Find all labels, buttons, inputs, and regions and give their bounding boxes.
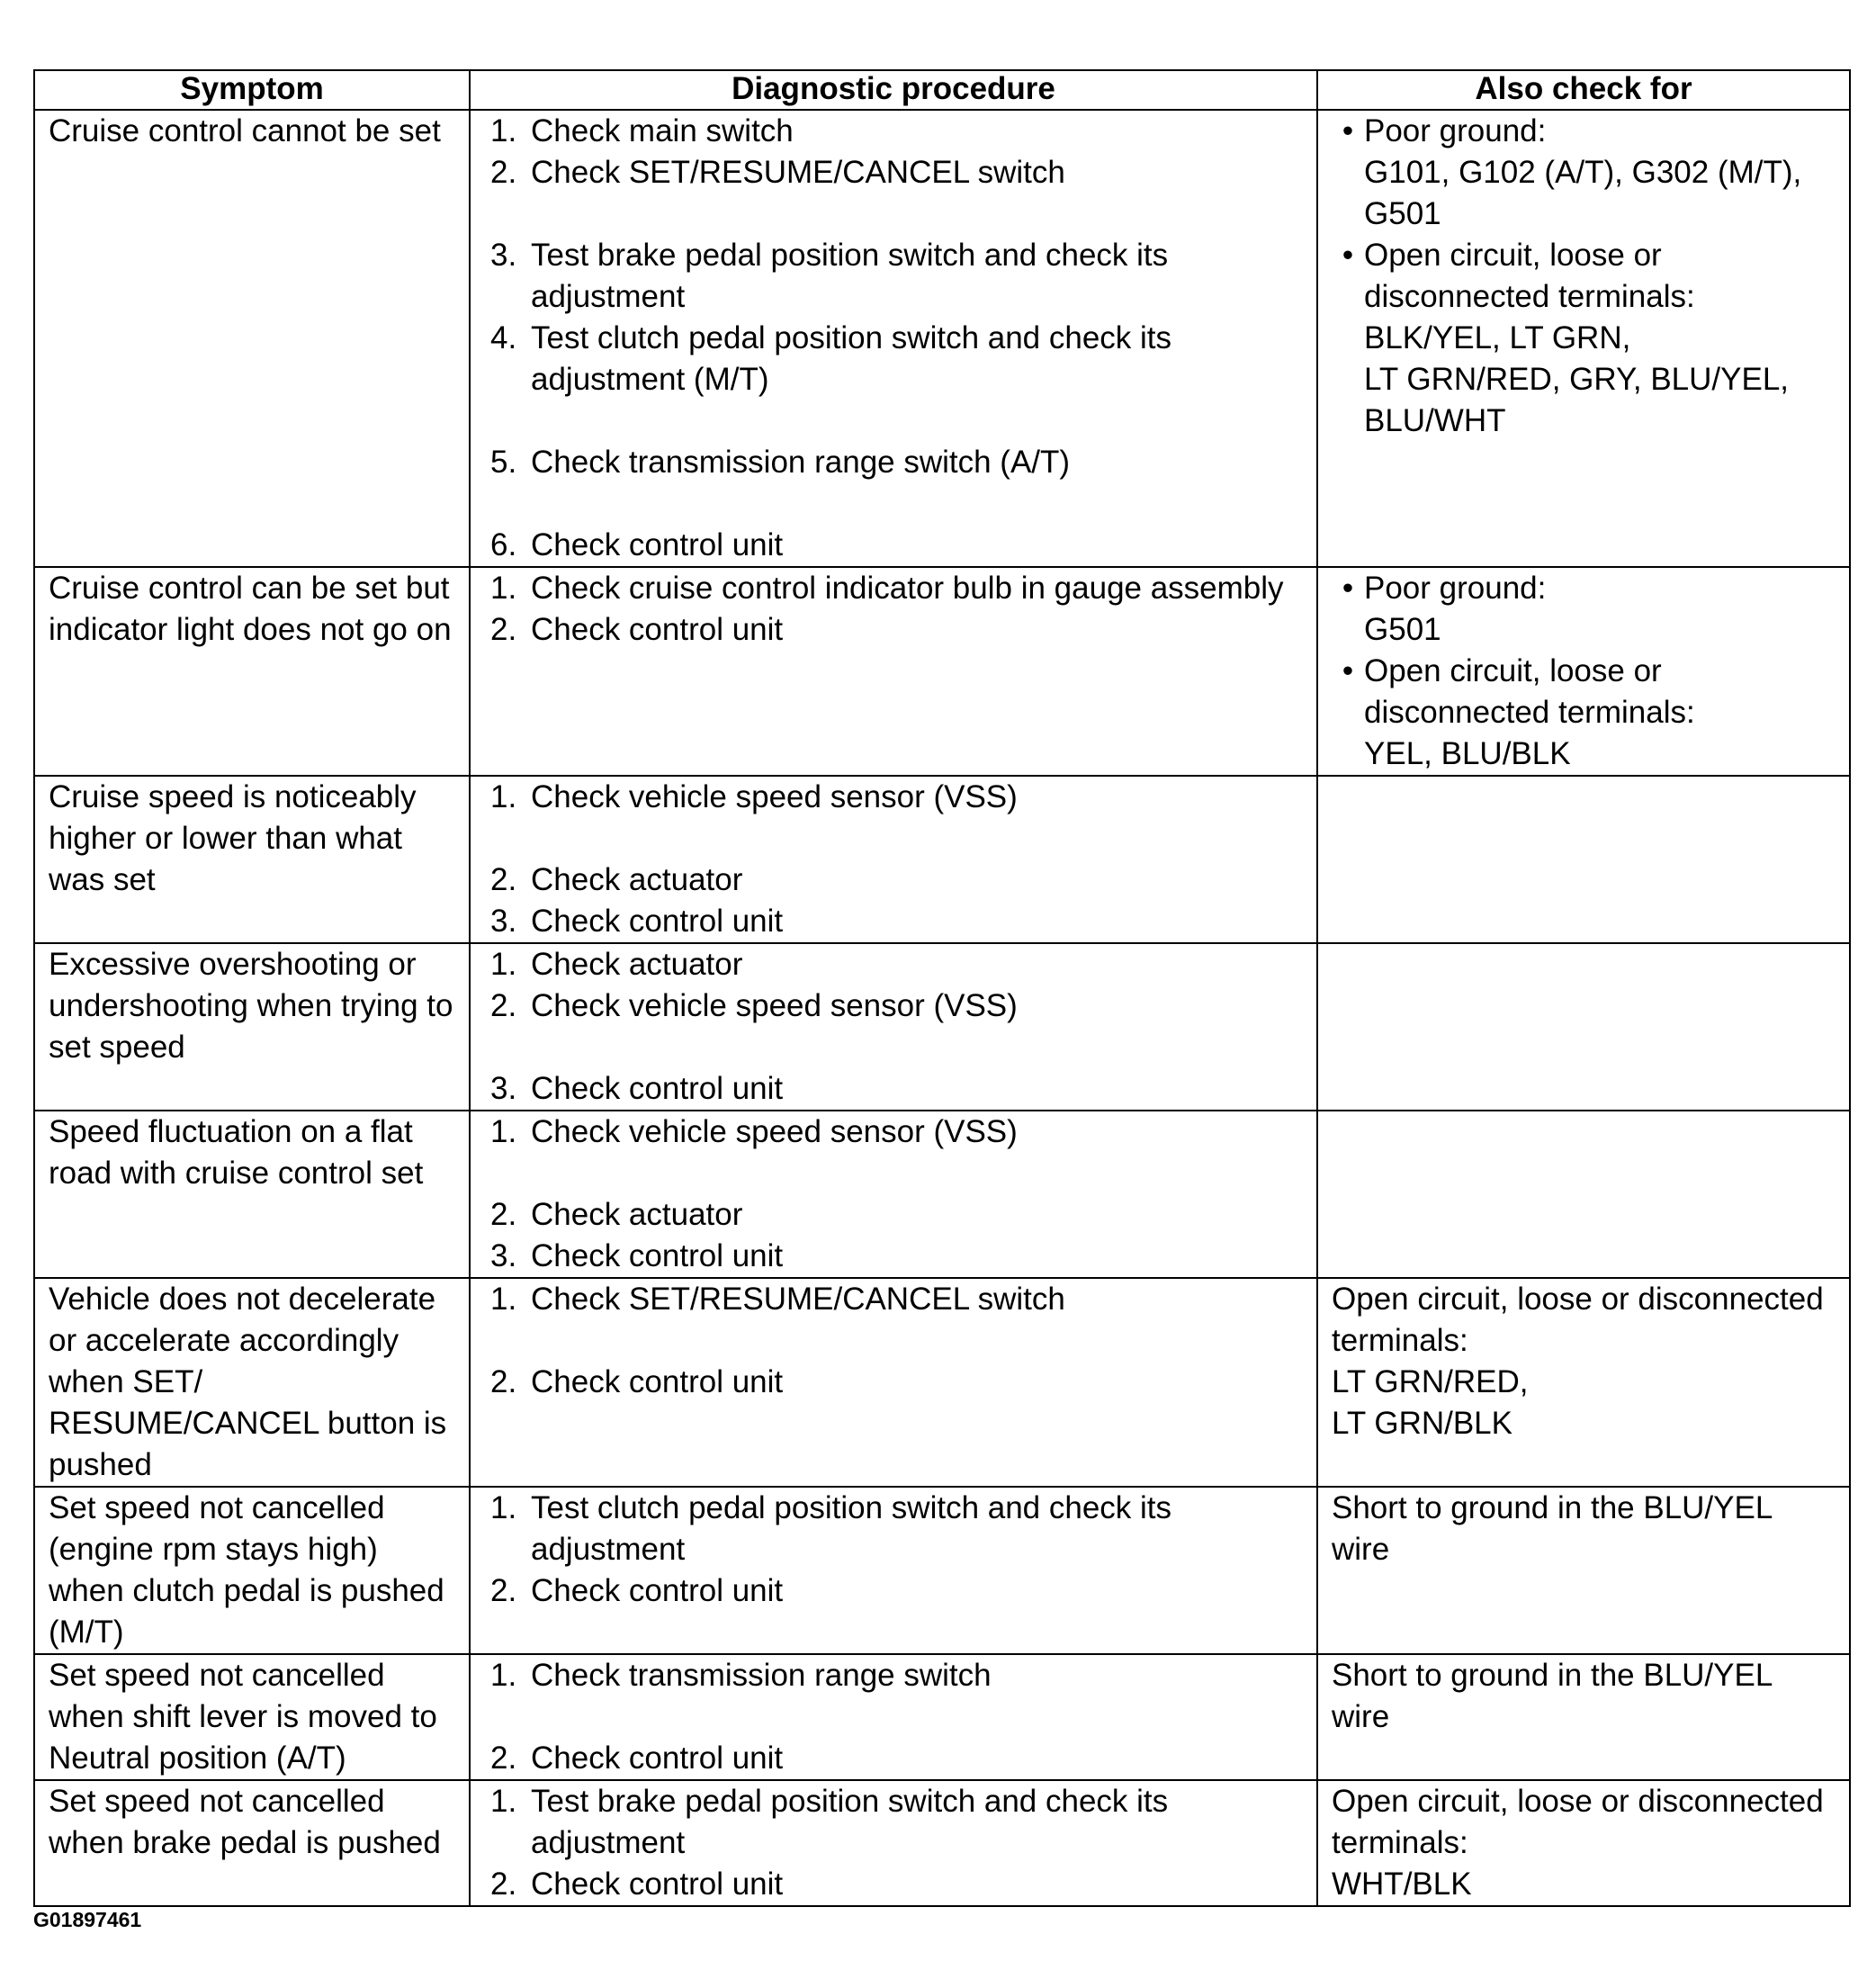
header-symptom: Symptom	[34, 70, 470, 110]
procedure-step	[471, 1111, 1309, 1153]
step-text: Check control unit	[531, 904, 784, 939]
step-number: 3.	[490, 1238, 517, 1273]
procedure-cell	[470, 567, 1317, 776]
procedure-step	[471, 1279, 1309, 1320]
procedure-cell	[470, 110, 1317, 567]
symptom-cell: Vehicle does not decelerate or accelerate accordingly when SET/ RESUME/CANCEL button is pushed	[34, 1278, 470, 1487]
step-number: 1.	[490, 779, 517, 814]
header-row	[34, 70, 1850, 110]
procedure-step	[471, 1362, 1309, 1403]
procedure-step	[471, 1655, 1309, 1696]
also-check-cell	[1317, 110, 1850, 567]
step-number: 1.	[490, 1658, 517, 1693]
procedure-step	[471, 1068, 1309, 1110]
procedure-step	[471, 985, 1309, 1027]
step-number: 2.	[490, 862, 517, 897]
bullet-icon: •	[1342, 571, 1354, 606]
procedure-step	[471, 944, 1309, 985]
table-body	[34, 110, 1850, 1906]
step-text: Check main switch	[531, 113, 794, 148]
symptom-cell: Cruise control can be set but indicator light does not go on	[34, 567, 470, 776]
step-number: 1.	[490, 1784, 517, 1819]
step-number: 3.	[490, 238, 517, 273]
also-check-cell	[1317, 567, 1850, 776]
procedure-cell	[470, 776, 1317, 943]
step-text: Check vehicle speed sensor (VSS)	[531, 988, 1018, 1023]
procedure-step	[471, 609, 1309, 651]
step-text: Check SET/RESUME/CANCEL switch	[531, 1282, 1065, 1317]
bullet-icon: •	[1342, 113, 1354, 148]
step-number: 3.	[490, 904, 517, 939]
procedure-step	[471, 235, 1309, 318]
step-number: 1.	[490, 113, 517, 148]
procedure-step	[471, 442, 1309, 483]
figure-id: G01897461	[33, 1908, 142, 1931]
also-check-cell	[1317, 1278, 1850, 1487]
step-text: Check control unit	[531, 1741, 784, 1776]
step-number: 6.	[490, 527, 517, 562]
bullet-text: Poor ground: G501	[1364, 571, 1547, 647]
procedure-step	[471, 1194, 1309, 1236]
step-number: 1.	[490, 1490, 517, 1525]
symptom-cell: Speed fluctuation on a flat road with cruise control set	[34, 1111, 470, 1278]
step-text: Check transmission range switch (A/T)	[531, 445, 1071, 480]
also-check-cell	[1317, 1487, 1850, 1654]
step-number: 2.	[490, 1364, 517, 1399]
step-number: 3.	[490, 1071, 517, 1106]
procedure-step	[471, 152, 1309, 193]
also-check-bullet	[1332, 111, 1836, 235]
step-text: Check control unit	[531, 1573, 784, 1608]
also-check-cell	[1317, 776, 1850, 943]
step-text: Check control unit	[531, 1238, 784, 1273]
procedure-step	[471, 318, 1309, 400]
table-row	[34, 1780, 1850, 1906]
step-number: 1.	[490, 1114, 517, 1149]
step-number: 2.	[490, 988, 517, 1023]
symptom-cell: Set speed not cancelled (engine rpm stays high) when clutch pedal is pushed (M/T)	[34, 1487, 470, 1654]
procedure-step	[471, 111, 1309, 152]
procedure-step	[471, 568, 1309, 609]
also-check-cell	[1317, 1654, 1850, 1780]
header-procedure: Diagnostic procedure	[470, 70, 1317, 110]
procedure-cell	[470, 1780, 1317, 1906]
step-text: Check transmission range switch	[531, 1658, 992, 1693]
procedure-step	[471, 777, 1309, 818]
table-row	[34, 1654, 1850, 1780]
step-text: Test brake pedal position switch and check its adjustment	[531, 238, 1169, 314]
diagnostic-table	[33, 69, 1851, 1907]
procedure-cell	[470, 1278, 1317, 1487]
bullet-text: Open circuit, loose or disconnected terminals: BLK/YEL, LT GRN, LT GRN/RED, GRY, BLU/YEL, BLU/WHT	[1364, 238, 1790, 438]
symptom-cell: Cruise speed is noticeably higher or lower than what was set	[34, 776, 470, 943]
table-row	[34, 1278, 1850, 1487]
table-row	[34, 776, 1850, 943]
step-text: Check SET/RESUME/CANCEL switch	[531, 155, 1065, 190]
bullet-icon: •	[1342, 653, 1354, 688]
also-check-bullet	[1332, 235, 1836, 442]
step-text: Check control unit	[531, 527, 784, 562]
procedure-cell	[470, 1111, 1317, 1278]
header-also-check: Also check for	[1317, 70, 1850, 110]
also-check-cell	[1317, 1780, 1850, 1906]
table-row	[34, 1487, 1850, 1654]
procedure-step	[471, 1236, 1309, 1277]
bullet-text: Open circuit, loose or disconnected terminals: YEL, BLU/BLK	[1364, 653, 1695, 771]
step-text: Check cruise control indicator bulb in gauge assembly	[531, 571, 1284, 606]
step-number: 1.	[490, 571, 517, 606]
step-text: Test brake pedal position switch and check its adjustment	[531, 1784, 1169, 1860]
step-number: 1.	[490, 947, 517, 982]
also-check-cell	[1317, 1111, 1850, 1278]
also-check-text: Open circuit, loose or disconnected terminals: WHT/BLK	[1332, 1784, 1824, 1902]
symptom-cell: Excessive overshooting or undershooting when trying to set speed	[34, 943, 470, 1111]
also-check-cell	[1317, 943, 1850, 1111]
table-row	[34, 1111, 1850, 1278]
step-text: Test clutch pedal position switch and check its adjustment (M/T)	[531, 320, 1172, 397]
step-number: 4.	[490, 320, 517, 355]
also-check-bullet	[1332, 651, 1836, 775]
table-row	[34, 567, 1850, 776]
step-text: Check control unit	[531, 1364, 784, 1399]
procedure-step	[471, 901, 1309, 942]
also-check-text: Short to ground in the BLU/YEL wire	[1332, 1658, 1773, 1734]
procedure-cell	[470, 1654, 1317, 1780]
also-check-text: Short to ground in the BLU/YEL wire	[1332, 1490, 1773, 1567]
procedure-step	[471, 1488, 1309, 1570]
step-text: Check actuator	[531, 1197, 743, 1232]
procedure-cell	[470, 1487, 1317, 1654]
procedure-step	[471, 1864, 1309, 1905]
step-number: 1.	[490, 1282, 517, 1317]
step-number: 2.	[490, 1741, 517, 1776]
procedure-step	[471, 1738, 1309, 1779]
step-text: Check actuator	[531, 947, 743, 982]
step-text: Check control unit	[531, 1867, 784, 1902]
procedure-step	[471, 1570, 1309, 1612]
symptom-cell: Set speed not cancelled when brake pedal is pushed	[34, 1780, 470, 1906]
table-row	[34, 110, 1850, 567]
also-check-bullet	[1332, 568, 1836, 651]
procedure-cell	[470, 943, 1317, 1111]
step-text: Check vehicle speed sensor (VSS)	[531, 1114, 1018, 1149]
also-check-text: Open circuit, loose or disconnected terminals: LT GRN/RED, LT GRN/BLK	[1332, 1282, 1824, 1441]
procedure-step	[471, 859, 1309, 901]
step-number: 5.	[490, 445, 517, 480]
step-number: 2.	[490, 155, 517, 190]
step-text: Check actuator	[531, 862, 743, 897]
procedure-step	[471, 1781, 1309, 1864]
step-number: 2.	[490, 1867, 517, 1902]
bullet-text: Poor ground: G101, G102 (A/T), G302 (M/T), G501	[1364, 113, 1802, 231]
bullet-icon: •	[1342, 238, 1354, 273]
step-number: 2.	[490, 612, 517, 647]
procedure-step	[471, 525, 1309, 566]
step-text: Test clutch pedal position switch and check its adjustment	[531, 1490, 1172, 1567]
symptom-cell: Set speed not cancelled when shift lever is moved to Neutral position (A/T)	[34, 1654, 470, 1780]
step-text: Check control unit	[531, 612, 784, 647]
step-number: 2.	[490, 1573, 517, 1608]
step-text: Check control unit	[531, 1071, 784, 1106]
step-number: 2.	[490, 1197, 517, 1232]
symptom-cell: Cruise control cannot be set	[34, 110, 470, 567]
table-row	[34, 943, 1850, 1111]
step-text: Check vehicle speed sensor (VSS)	[531, 779, 1018, 814]
